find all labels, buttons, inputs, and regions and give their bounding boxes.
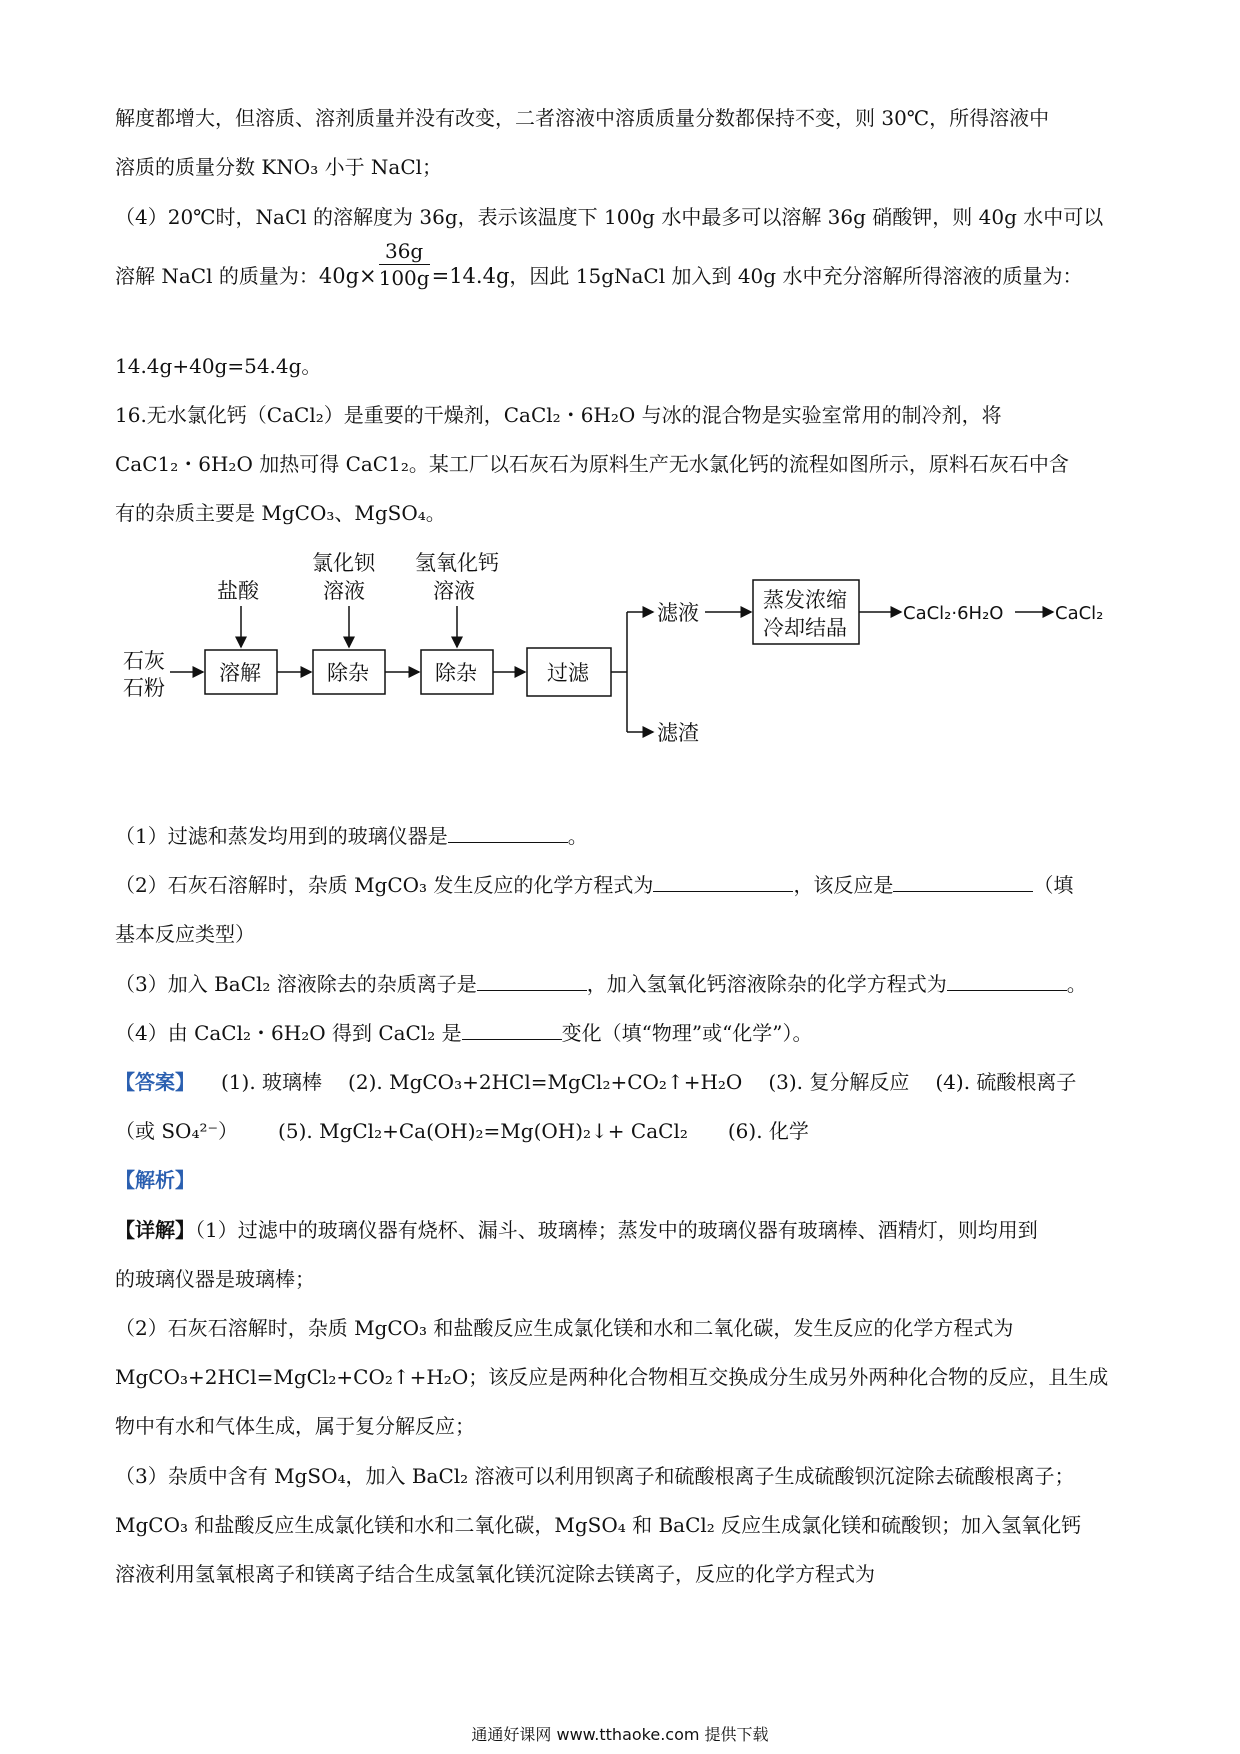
analysis-line: MgCO₃ 和盐酸反应生成氯化镁和水和二氧化碳，MgSO₄ 和 BaCl₂ 反应生成氯化镁和硫酸钡；加入氢氧化钙 xyxy=(115,1513,1082,1537)
answer-blank xyxy=(448,822,568,843)
answer-blank xyxy=(477,970,587,991)
flow-start-label: 石灰 xyxy=(123,649,165,673)
answer-blank xyxy=(893,871,1033,892)
question-text: ，该反应是 xyxy=(793,873,894,897)
flow-reagent-label: 溶液 xyxy=(433,579,475,603)
flow-filtrate-label: 滤液 xyxy=(657,601,699,625)
fraction-denominator: 100g xyxy=(378,266,430,290)
formula-line xyxy=(115,239,1083,291)
analysis-line: 的玻璃仪器是玻璃棒； xyxy=(115,1267,315,1291)
question-text: （3）加入 BaCl₂ 溶液除去的杂质离子是 xyxy=(115,972,477,996)
formula-suffix: ，因此 15gNaCl 加入到 40g 水中充分溶解所得溶液的质量为： xyxy=(509,264,1083,288)
analysis-text: （1）过滤中的玻璃仪器有烧杯、漏斗、玻璃棒；蒸发中的玻璃仪器有玻璃棒、酒精灯，则均用到 xyxy=(195,1218,1038,1242)
paragraph-line: 解度都增大，但溶质、溶剂质量并没有改变，二者溶液中溶质质量分数都保持不变，则 30℃，所得溶液中 xyxy=(115,106,1050,130)
answer-blank xyxy=(462,1019,562,1040)
answer-item: (1). 玻璃棒 xyxy=(221,1070,323,1094)
analysis-line xyxy=(115,1216,1038,1244)
formula-right: =14.4g xyxy=(431,264,510,288)
question-16-line: 有的杂质主要是 MgCO₃、MgSO₄。 xyxy=(115,501,446,525)
question-line xyxy=(115,871,1073,899)
answer-item: (2). MgCO₃+2HCl=MgCl₂+CO₂↑+H₂O xyxy=(348,1070,743,1094)
question-line: 基本反应类型） xyxy=(115,922,255,946)
answer-item: (6). 化学 xyxy=(727,1119,809,1143)
analysis-tag xyxy=(115,1166,195,1194)
detail-tag: 【详解】 xyxy=(115,1218,195,1242)
answer-tag: 【答案】 xyxy=(115,1070,195,1094)
page-footer: 通通好课网 www.tthaoke.com 提供下载 xyxy=(471,1725,769,1744)
answer-item: (4). 硫酸根离子 xyxy=(935,1070,1077,1094)
flow-reagent-label: 氢氧化钙 xyxy=(415,551,499,575)
flow-reagent-label: 氯化钡 xyxy=(312,551,375,575)
process-flow-diagram xyxy=(115,540,1115,770)
question-16-line: 16.无水氯化钙（CaCl₂）是重要的干燥剂，CaCl₂・6H₂O 与冰的混合物是实验室常用的制冷剂，将 xyxy=(115,403,1002,427)
analysis-line: MgCO₃+2HCl=MgCl₂+CO₂↑+H₂O；该反应是两种化合物相互交换成分生成另外两种化合物的反应，且生成 xyxy=(115,1365,1109,1389)
question-line xyxy=(115,822,588,850)
analysis-line: 物中有水和气体生成，属于复分解反应； xyxy=(115,1414,475,1438)
paragraph-line: 14.4g+40g=54.4g。 xyxy=(115,354,322,378)
answer-line xyxy=(115,1117,809,1145)
flow-box-label: 除杂 xyxy=(435,661,477,685)
flow-box-label: 冷却结晶 xyxy=(763,616,847,640)
flow-product-label: CaCl₂ xyxy=(1055,603,1104,624)
question-text: ，加入氢氧化钙溶液除杂的化学方程式为 xyxy=(586,972,947,996)
answer-blank xyxy=(947,970,1067,991)
question-line xyxy=(115,970,1087,998)
formula-prefix: 溶解 NaCl 的质量为： xyxy=(115,264,319,288)
formula-left: 40g× xyxy=(318,264,377,288)
flow-box-label: 溶解 xyxy=(219,661,261,685)
question-text: （填 xyxy=(1033,873,1074,897)
answer-blank xyxy=(653,871,793,892)
flow-box-label: 蒸发浓缩 xyxy=(763,588,847,612)
fraction-numerator: 36g xyxy=(379,238,430,265)
answer-item: (3). 复分解反应 xyxy=(768,1070,910,1094)
flow-residue-label: 滤渣 xyxy=(657,721,699,745)
answer-item: （或 SO₄²⁻） xyxy=(115,1119,239,1143)
question-text: （4）由 CaCl₂・6H₂O 得到 CaCl₂ 是 xyxy=(115,1021,462,1045)
question-text: 。 xyxy=(1066,972,1087,996)
question-text: 变化（填“物理”或“化学”）。 xyxy=(561,1021,813,1045)
answer-line xyxy=(115,1068,1076,1096)
flow-product-label: CaCl₂·6H₂O xyxy=(903,603,1004,624)
paragraph-line: 溶质的质量分数 KNO₃ 小于 NaCl； xyxy=(115,155,443,179)
answer-item: (5). MgCl₂+Ca(OH)₂=Mg(OH)₂↓+ CaCl₂ xyxy=(278,1119,688,1143)
flow-start-label: 石粉 xyxy=(123,676,165,700)
flow-box-label: 除杂 xyxy=(327,661,369,685)
question-text: （1）过滤和蒸发均用到的玻璃仪器是 xyxy=(115,824,448,848)
analysis-line: （3）杂质中含有 MgSO₄，加入 BaCl₂ 溶液可以利用钡离子和硫酸根离子生成硫酸钡沉淀除去硫酸根离子； xyxy=(115,1464,1075,1488)
analysis-tag-text: 【解析】 xyxy=(115,1168,195,1192)
flow-box-label: 过滤 xyxy=(547,661,589,685)
paragraph-line: （4）20℃时，NaCl 的溶解度为 36g，表示该温度下 100g 水中最多可以溶解 36g 硝酸钾，则 40g 水中可以 xyxy=(115,205,1104,229)
flow-reagent-label: 溶液 xyxy=(323,579,365,603)
fraction xyxy=(379,238,430,291)
flow-reagent-label: 盐酸 xyxy=(217,579,259,603)
question-text: 。 xyxy=(567,824,588,848)
question-16-line: CaC1₂・6H₂O 加热可得 CaC1₂。某工厂以石灰石为原料生产无水氯化钙的流程如图所示，原料石灰石中含 xyxy=(115,452,1069,476)
question-text: （2）石灰石溶解时，杂质 MgCO₃ 发生反应的化学方程式为 xyxy=(115,873,654,897)
question-line xyxy=(115,1019,813,1047)
analysis-line: 溶液利用氢氧根离子和镁离子结合生成氢氧化镁沉淀除去镁离子，反应的化学方程式为 xyxy=(115,1562,875,1586)
analysis-line: （2）石灰石溶解时，杂质 MgCO₃ 和盐酸反应生成氯化镁和水和二氧化碳，发生反应的化学方程式为 xyxy=(115,1316,1014,1340)
